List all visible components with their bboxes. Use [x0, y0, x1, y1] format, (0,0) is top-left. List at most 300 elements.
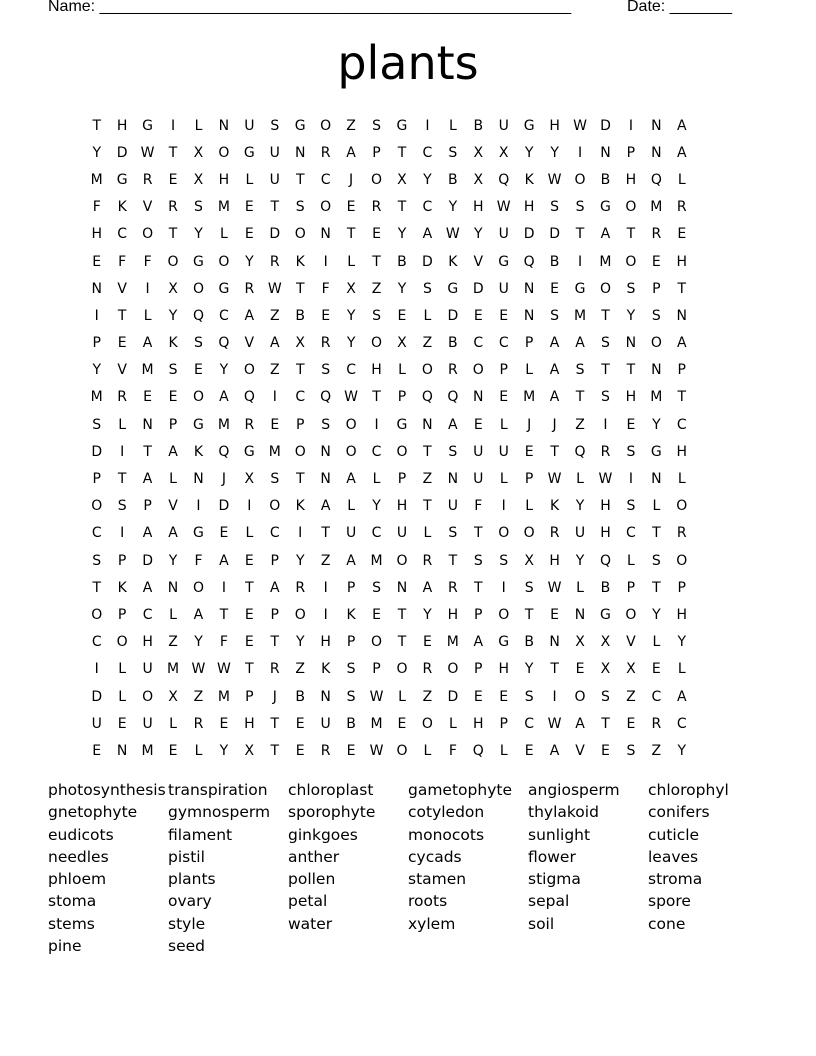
grid-letter: O	[574, 688, 586, 705]
grid-letter: P	[346, 579, 356, 596]
grid-letter: T	[295, 362, 305, 379]
grid-letter: U	[91, 715, 102, 732]
grid-letter: S	[575, 362, 585, 379]
word-list-item: ovary	[168, 892, 212, 911]
grid-letter: O	[396, 661, 408, 678]
grid-letter: H	[142, 634, 153, 651]
grid-letter: B	[524, 634, 534, 651]
grid-letter: O	[345, 443, 357, 460]
grid-letter: U	[269, 144, 280, 161]
grid-letter: Y	[448, 199, 458, 216]
grid-letter: S	[448, 144, 458, 161]
grid-letter: E	[626, 715, 636, 732]
grid-letter: X	[193, 171, 204, 188]
grid-letter: Y	[397, 280, 407, 297]
grid-letter: P	[245, 688, 254, 705]
grid-letter: U	[498, 117, 509, 134]
grid-letter: A	[269, 335, 280, 352]
grid-letter: Q	[243, 389, 255, 406]
grid-letter: V	[117, 362, 127, 379]
grid-letter: D	[269, 226, 281, 243]
grid-row	[84, 248, 746, 275]
grid-row	[84, 465, 746, 492]
grid-letter: R	[168, 199, 178, 216]
grid-letter: N	[142, 416, 153, 433]
grid-letter: S	[651, 552, 661, 569]
word-list-item: photosynthesis	[48, 781, 166, 799]
grid-letter: L	[194, 117, 203, 134]
grid-letter: T	[295, 471, 305, 488]
grid-letter: O	[192, 280, 204, 297]
grid-letter: P	[270, 552, 279, 569]
grid-letter: L	[169, 471, 177, 488]
grid-letter: E	[219, 525, 229, 542]
grid-letter: E	[397, 307, 407, 324]
grid-letter: D	[422, 253, 433, 270]
grid-letter: T	[677, 389, 687, 406]
grid-letter: N	[523, 280, 535, 297]
grid-letter: U	[498, 280, 509, 297]
grid-letter: G	[600, 606, 611, 623]
grid-letter: I	[145, 280, 150, 297]
grid-letter: S	[168, 362, 178, 379]
grid-letter: V	[142, 199, 153, 216]
grid-letter: Z	[269, 362, 280, 379]
word-list-item: chlorophyl	[648, 781, 729, 799]
grid-letter: G	[574, 280, 586, 297]
grid-letter: C	[371, 443, 382, 460]
grid-letter: T	[92, 117, 101, 134]
grid-letter: M	[90, 389, 103, 406]
grid-row	[84, 438, 746, 465]
grid-letter: Z	[320, 552, 331, 569]
grid-letter: H	[371, 362, 382, 379]
grid-letter: A	[168, 525, 178, 542]
grid-letter: S	[575, 199, 585, 216]
word-list-item: seed	[168, 937, 205, 956]
grid-letter: R	[142, 171, 153, 188]
grid-letter: I	[323, 253, 328, 270]
grid-letter: G	[650, 443, 662, 460]
grid-letter: N	[651, 471, 662, 488]
grid-letter: W	[369, 742, 384, 759]
grid-letter: T	[601, 715, 610, 732]
grid-row	[84, 737, 746, 764]
grid-letter: U	[498, 443, 509, 460]
word-list-item: conifers	[648, 803, 710, 822]
grid-letter: B	[600, 171, 611, 188]
grid-letter: Z	[346, 117, 356, 134]
grid-letter: T	[423, 443, 432, 460]
grid-letter: O	[218, 253, 230, 270]
grid-letter: A	[549, 335, 560, 352]
grid-letter: T	[245, 661, 254, 678]
grid-letter: P	[117, 552, 127, 569]
grid-letter: E	[422, 634, 432, 651]
grid-letter: Y	[219, 742, 229, 759]
grid-letter: O	[396, 742, 408, 759]
grid-letter: R	[422, 661, 433, 678]
grid-letter: Q	[320, 389, 332, 406]
grid-letter: I	[94, 661, 99, 678]
grid-letter: M	[370, 715, 383, 732]
grid-letter: L	[576, 579, 584, 596]
grid-letter: X	[473, 171, 484, 188]
word-list-item: transpiration	[168, 781, 268, 799]
grid-letter: U	[574, 525, 586, 542]
grid-letter: O	[91, 498, 103, 515]
grid-letter: I	[628, 471, 633, 488]
grid-letter: I	[552, 688, 557, 705]
grid-letter: E	[295, 742, 305, 759]
word-list-item: pine	[48, 937, 82, 956]
grid-letter: L	[499, 416, 508, 433]
grid-letter: W	[344, 389, 359, 406]
grid-letter: T	[677, 280, 687, 297]
grid-letter: V	[473, 253, 484, 270]
grid-letter: I	[501, 579, 506, 596]
grid-letter: S	[473, 552, 483, 569]
grid-letter: N	[294, 144, 306, 161]
grid-letter: I	[603, 416, 608, 433]
word-list-item: stroma	[648, 870, 703, 889]
grid-letter: C	[524, 715, 535, 732]
grid-letter: T	[524, 606, 534, 623]
grid-letter: G	[447, 280, 459, 297]
grid-letter: E	[168, 742, 178, 759]
grid-letter: P	[474, 661, 483, 678]
grid-letter: S	[524, 688, 534, 705]
grid-letter: E	[117, 715, 127, 732]
grid-letter: T	[270, 742, 280, 759]
grid-letter: G	[396, 117, 408, 134]
grid-letter: Q	[472, 742, 484, 759]
grid-letter: O	[676, 552, 688, 569]
grid-row	[84, 357, 746, 384]
grid-letter: M	[523, 389, 536, 406]
grid-letter: N	[320, 226, 331, 243]
grid-letter: T	[397, 606, 407, 623]
grid-letter: L	[448, 117, 457, 134]
grid-letter: G	[218, 280, 230, 297]
grid-letter: Z	[193, 688, 204, 705]
grid-letter: Z	[422, 335, 433, 352]
grid-letter: L	[118, 416, 127, 433]
grid-letter: W	[216, 661, 231, 678]
grid-letter: E	[244, 552, 254, 569]
grid-letter: P	[270, 606, 279, 623]
grid-letter: T	[219, 606, 229, 623]
grid-letter: F	[194, 552, 203, 569]
grid-letter: X	[244, 742, 255, 759]
grid-letter: M	[217, 199, 230, 216]
grid-letter: F	[219, 634, 228, 651]
grid-letter: J	[272, 688, 277, 705]
grid-letter: N	[218, 117, 230, 134]
grid-letter: X	[524, 552, 534, 569]
grid-letter: E	[168, 389, 178, 406]
word-list-item: gametophyte	[408, 781, 512, 799]
grid-letter: T	[168, 226, 178, 243]
grid-letter: E	[550, 606, 560, 623]
grid-letter: D	[472, 280, 484, 297]
grid-letter: E	[270, 416, 280, 433]
grid-letter: N	[116, 742, 128, 759]
grid-letter: K	[295, 498, 305, 515]
grid-letter: P	[295, 416, 305, 433]
word-list	[48, 779, 788, 957]
grid-letter: L	[677, 171, 686, 188]
grid-letter: T	[295, 280, 305, 297]
grid-letter: P	[397, 389, 407, 406]
grid-letter: V	[575, 742, 585, 759]
grid-letter: Y	[423, 606, 432, 623]
grid-letter: A	[244, 307, 255, 324]
grid-letter: E	[117, 335, 127, 352]
grid-letter: Y	[524, 144, 534, 161]
grid-letter: X	[600, 634, 611, 651]
grid-letter: I	[323, 579, 328, 596]
grid-letter: P	[92, 335, 101, 352]
grid-letter: J	[552, 416, 557, 433]
grid-letter: H	[396, 498, 408, 515]
grid-letter: H	[244, 715, 255, 732]
grid-letter: O	[269, 498, 281, 515]
grid-letter: S	[651, 307, 661, 324]
grid-letter: O	[599, 280, 611, 297]
grid-letter: D	[447, 307, 459, 324]
grid-letter: T	[372, 389, 381, 406]
grid-letter: X	[346, 280, 356, 297]
grid-letter: O	[320, 117, 332, 134]
grid-letter: N	[676, 307, 688, 324]
grid-letter: G	[193, 525, 204, 542]
grid-letter: P	[92, 471, 101, 488]
grid-letter: W	[140, 144, 155, 161]
grid-letter: X	[473, 144, 484, 161]
grid-letter: T	[168, 144, 178, 161]
grid-letter: S	[295, 199, 305, 216]
grid-letter: P	[499, 362, 508, 379]
grid-letter: W	[547, 171, 562, 188]
grid-letter: W	[369, 688, 384, 705]
grid-letter: H	[116, 117, 128, 134]
grid-letter: M	[573, 307, 587, 324]
grid-letter: S	[92, 552, 102, 569]
grid-letter: Y	[295, 552, 305, 569]
grid-letter: N	[320, 471, 331, 488]
grid-letter: E	[372, 226, 381, 243]
grid-letter: E	[372, 606, 381, 623]
grid-letter: A	[142, 579, 153, 596]
grid-letter: L	[245, 525, 254, 542]
word-list-item: anther	[288, 847, 340, 866]
grid-letter: R	[320, 742, 331, 759]
grid-letter: R	[244, 416, 255, 433]
grid-letter: W	[573, 117, 587, 134]
grid-letter: O	[574, 171, 586, 188]
grid-letter: N	[651, 362, 662, 379]
grid-letter: G	[193, 253, 204, 270]
grid-letter: R	[320, 335, 331, 352]
grid-letter: U	[142, 715, 153, 732]
grid-letter: S	[448, 443, 458, 460]
grid-letter: W	[547, 471, 562, 488]
grid-letter: H	[523, 199, 535, 216]
grid-row	[84, 302, 746, 329]
grid-letter: S	[194, 335, 203, 352]
grid-letter: H	[625, 171, 637, 188]
grid-letter: E	[499, 307, 509, 324]
grid-letter: Y	[168, 307, 178, 324]
grid-letter: F	[118, 253, 127, 270]
grid-letter: E	[244, 199, 254, 216]
grid-letter: I	[196, 498, 201, 515]
grid-letter: U	[473, 443, 484, 460]
word-list-item: cycads	[408, 847, 462, 866]
grid-letter: T	[372, 253, 381, 270]
grid-letter: D	[142, 552, 153, 569]
grid-letter: G	[396, 416, 408, 433]
grid-letter: Y	[575, 552, 585, 569]
grid-letter: S	[422, 280, 432, 297]
grid-letter: W	[547, 715, 562, 732]
grid-letter: Q	[574, 443, 586, 460]
grid-letter: H	[676, 253, 688, 270]
grid-letter: A	[676, 688, 687, 705]
grid-letter: L	[245, 171, 254, 188]
grid-letter: S	[601, 688, 610, 705]
grid-letter: H	[600, 525, 611, 542]
grid-letter: X	[600, 661, 611, 678]
grid-letter: D	[447, 688, 459, 705]
grid-letter: P	[372, 661, 381, 678]
grid-letter: U	[142, 661, 153, 678]
grid-row	[84, 601, 746, 628]
grid-row	[84, 221, 746, 248]
grid-letter: A	[422, 226, 433, 243]
grid-letter: I	[501, 498, 506, 515]
word-list-item: flower	[528, 847, 576, 866]
word-list-item: stigma	[528, 870, 581, 889]
grid-letter: A	[346, 552, 356, 569]
grid-letter: T	[626, 226, 636, 243]
grid-letter: L	[398, 362, 406, 379]
grid-letter: R	[600, 443, 611, 460]
grid-letter: Y	[245, 253, 254, 270]
grid-letter: S	[270, 471, 280, 488]
grid-letter: A	[142, 335, 153, 352]
grid-letter: Y	[397, 226, 407, 243]
grid-letter: Y	[194, 634, 203, 651]
grid-letter: G	[498, 634, 510, 651]
grid-letter: E	[473, 307, 483, 324]
grid-letter: Y	[346, 335, 356, 352]
grid-letter: H	[676, 443, 688, 460]
grid-letter: B	[473, 117, 484, 134]
grid-letter: H	[473, 199, 484, 216]
grid-letter: H	[447, 606, 459, 623]
grid-letter: B	[600, 579, 611, 596]
grid-letter: U	[447, 498, 458, 515]
grid-letter: L	[372, 471, 381, 488]
grid-letter: E	[397, 715, 407, 732]
grid-letter: O	[320, 199, 332, 216]
grid-letter: Z	[422, 688, 433, 705]
grid-letter: T	[601, 362, 610, 379]
grid-letter: E	[575, 661, 585, 678]
grid-letter: O	[676, 498, 688, 515]
grid-letter: O	[294, 226, 306, 243]
grid-letter: T	[321, 525, 330, 542]
grid-letter: V	[117, 280, 127, 297]
grid-letter: L	[347, 253, 355, 270]
grid-row	[84, 194, 746, 221]
grid-letter: Q	[218, 443, 230, 460]
grid-letter: E	[499, 389, 509, 406]
grid-letter: X	[295, 335, 306, 352]
grid-letter: U	[320, 715, 331, 732]
grid-letter: S	[321, 362, 331, 379]
grid-letter: T	[270, 634, 280, 651]
word-list-item: gnetophyte	[48, 803, 138, 822]
grid-letter: N	[473, 389, 484, 406]
grid-letter: Z	[269, 307, 280, 324]
grid-letter: C	[117, 226, 128, 243]
grid-letter: E	[677, 226, 687, 243]
grid-letter: L	[576, 471, 584, 488]
grid-letter: I	[425, 117, 430, 134]
grid-letter: H	[549, 117, 560, 134]
grid-letter: T	[397, 634, 407, 651]
grid-letter: O	[396, 552, 408, 569]
grid-letter: H	[91, 226, 102, 243]
grid-letter: N	[320, 443, 331, 460]
grid-letter: W	[496, 199, 511, 216]
grid-letter: Z	[422, 471, 433, 488]
date-field-label: Date: _______	[627, 0, 732, 15]
grid-letter: L	[143, 307, 152, 324]
word-list-item: pistil	[168, 847, 205, 866]
grid-letter: R	[447, 362, 458, 379]
grid-letter: A	[320, 498, 331, 515]
grid-letter: N	[651, 117, 662, 134]
grid-letter: O	[625, 199, 637, 216]
grid-letter: G	[523, 117, 535, 134]
grid-letter: I	[221, 579, 226, 596]
grid-letter: B	[295, 307, 306, 324]
grid-letter: Q	[192, 307, 204, 324]
grid-letter: Y	[652, 416, 661, 433]
grid-letter: A	[193, 606, 204, 623]
grid-letter: P	[524, 335, 534, 352]
grid-letter: U	[396, 525, 408, 542]
grid-letter: C	[219, 307, 229, 324]
grid-letter: E	[92, 253, 102, 270]
grid-letter: T	[245, 579, 254, 596]
grid-letter: P	[346, 634, 356, 651]
grid-letter: M	[650, 389, 663, 406]
grid-letter: N	[320, 688, 331, 705]
grid-letter: L	[423, 742, 432, 759]
grid-letter: T	[397, 144, 407, 161]
grid-letter: E	[473, 688, 483, 705]
grid-letter: M	[90, 171, 103, 188]
grid-letter: Z	[575, 416, 585, 433]
grid-letter: H	[320, 634, 331, 651]
grid-letter: N	[651, 144, 662, 161]
grid-letter: A	[575, 335, 585, 352]
